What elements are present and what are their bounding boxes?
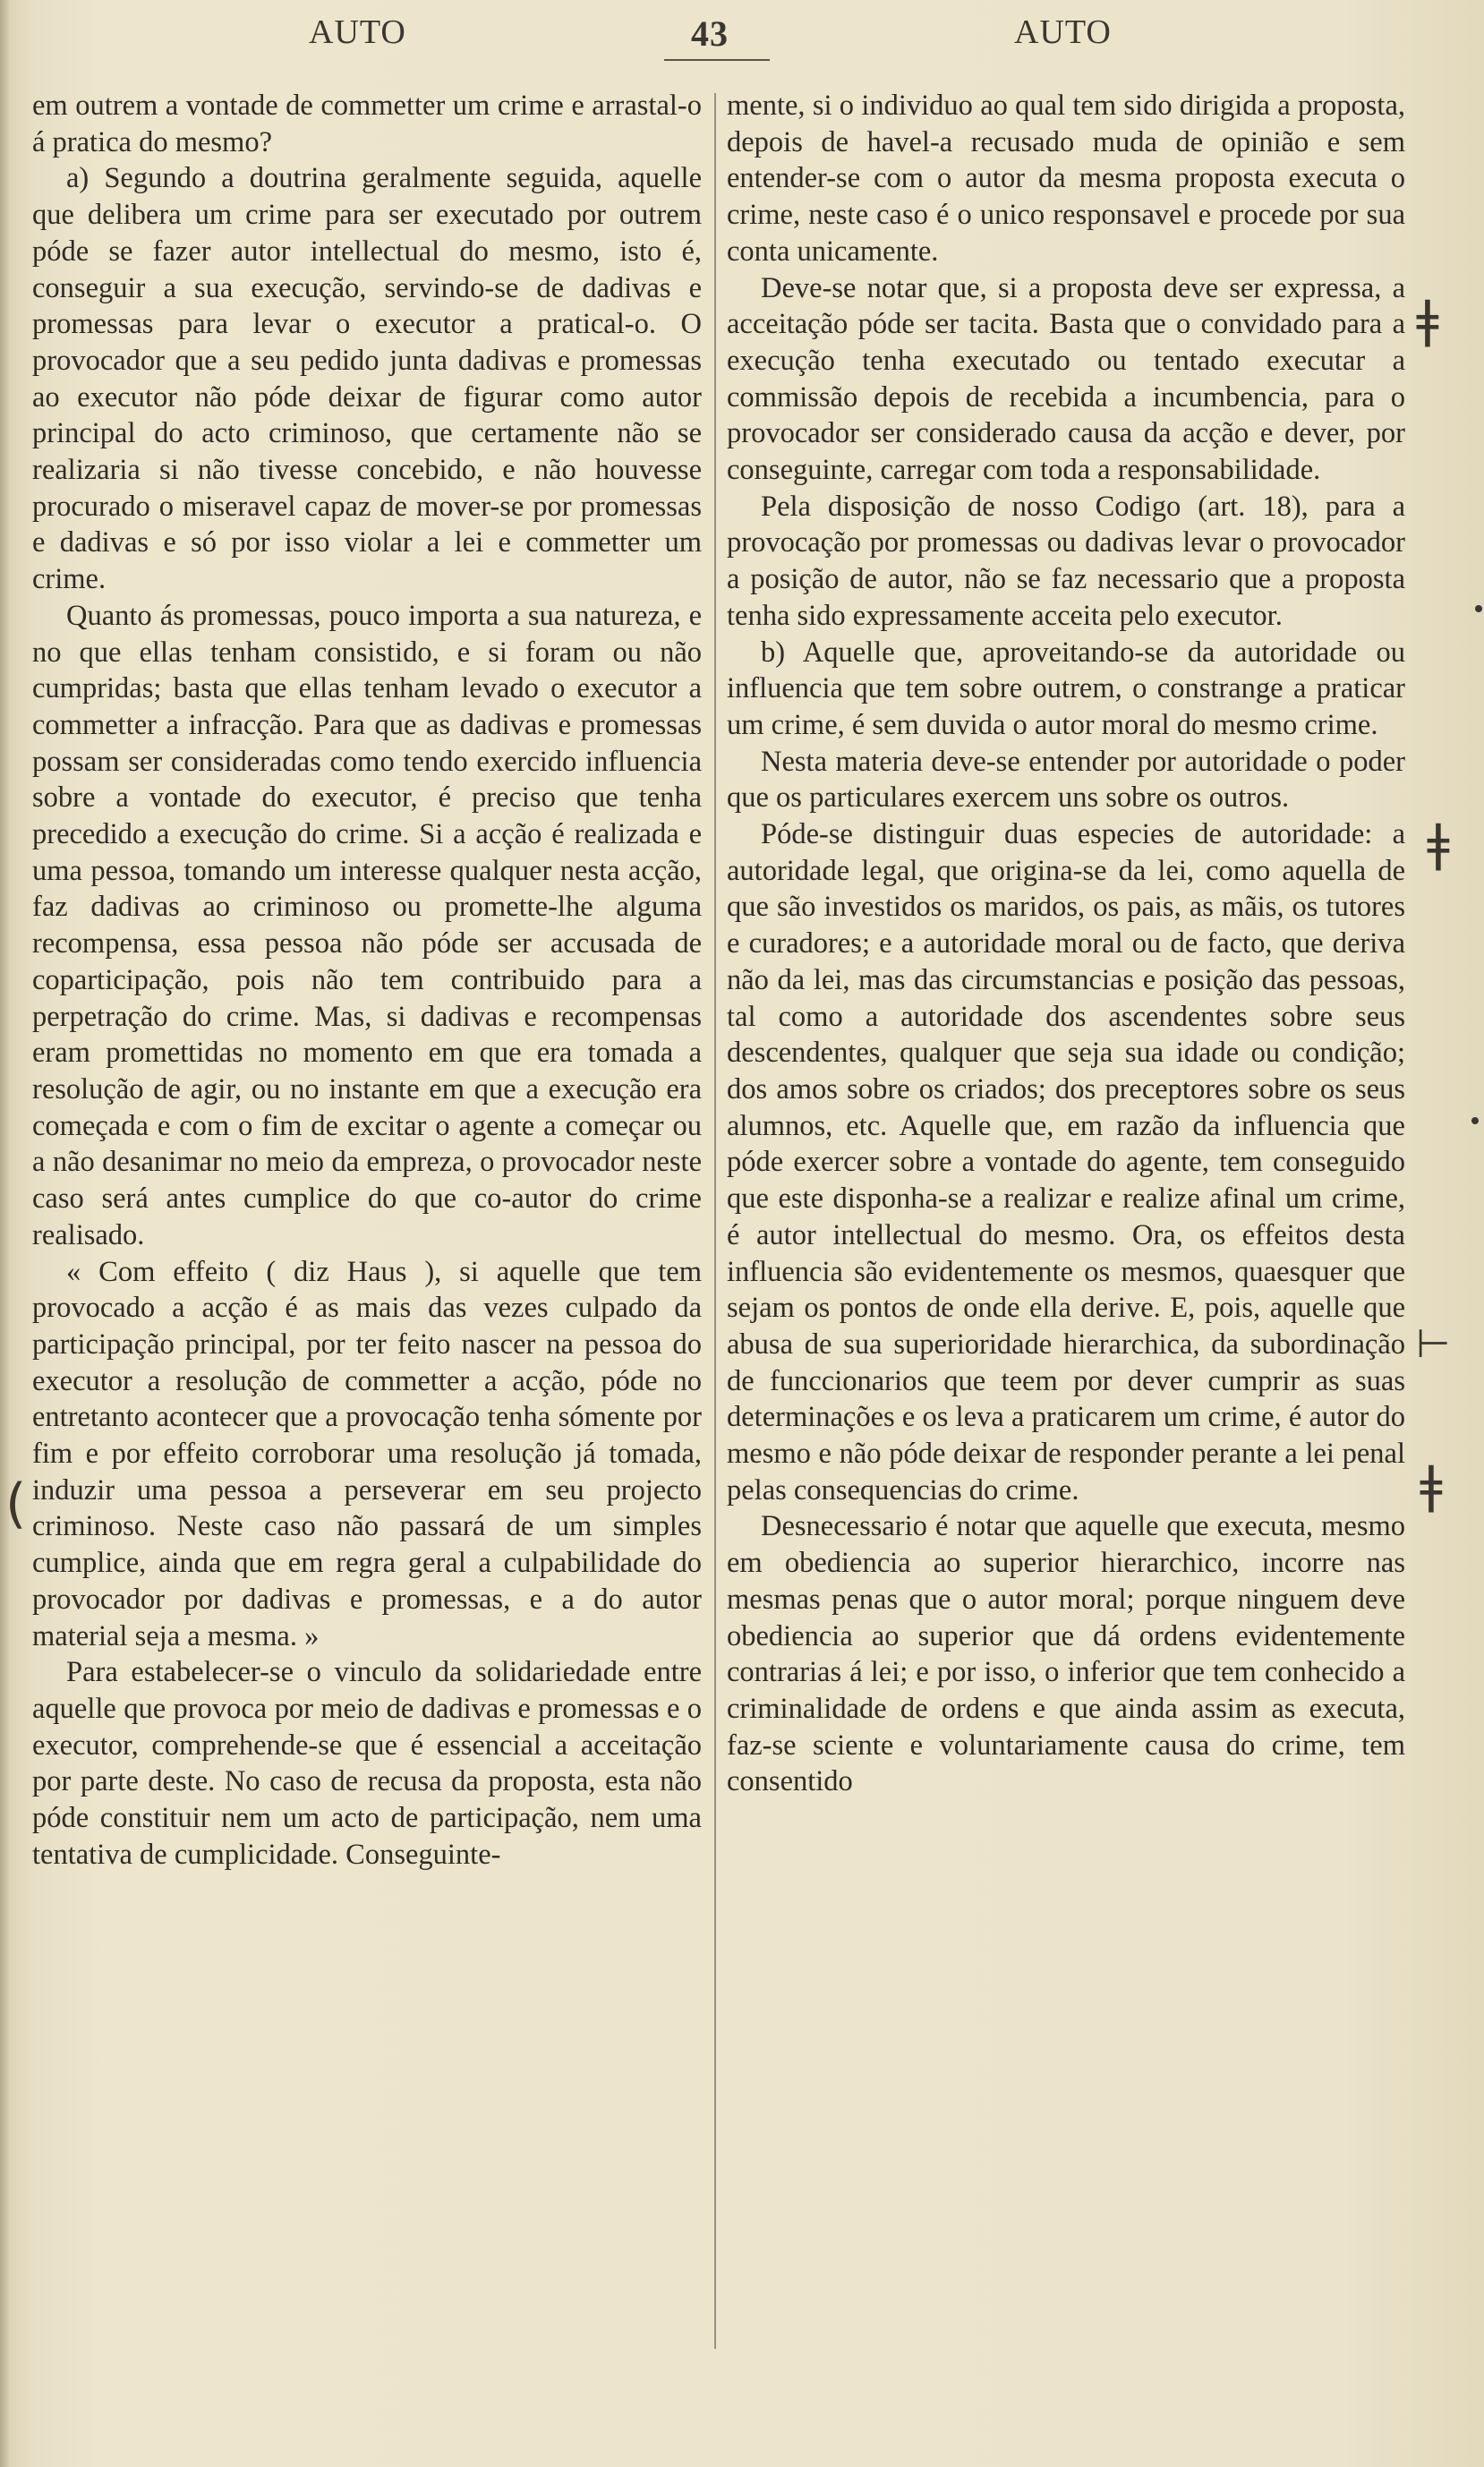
paragraph: Pela disposição de nosso Codigo (art. 18), para a provocação por promessas ou dadivas levar o provocador a posição de autor, não se faz necessario que a proposta tenha sido expressamente acceita pelo executor. [727,490,1405,632]
margin-dot-icon [1475,605,1482,612]
margin-mark-icon: ǂ [1416,291,1439,349]
page-number-rule [664,59,770,61]
margin-mark-icon: ǂ [1427,815,1450,873]
paragraph: em outrem a vontade de commetter um crime e arrastal-o á pratica do mesmo? [32,90,702,158]
margin-mark-icon: ⊢ [1416,1321,1451,1367]
paragraph: Nesta materia deve-se entender por autoridade o poder que os particulares exercem uns sobre os outros. [727,745,1405,815]
margin-mark-icon: ǂ [1420,1456,1443,1515]
page-binding-edge [0,0,9,2467]
paragraph: Quanto ás promessas, pouco importa a sua natureza, e no que ellas tenham consistido, e si foram ou não cumpridas; basta que ellas tenham levado o executor a commetter a infracção. Para que as dadivas e promessas possam ser consideradas como tendo exercido influencia sobre a vontade do executor, é preciso que tenha precedido a execução do crime. Si a acção é realizada e uma pessoa, tomando um interesse qualquer nesta acção, faz dadivas ao criminoso ou promette-lhe alguma recompensa, essa pessoa não póde ser accusada de coparticipação, pois não tem contribuido para a perpetração do crime. Mas, si dadivas e recompensas eram promettidas no momento em que era tomada a resolução de agir, ou no instante em que a execução era começada e com o fim de excitar o agente a começar ou a não desanimar no meio da empreza, o provocador neste caso será antes cumplice do que co-autor do crime realisado. [32,599,702,1251]
left-column [32,88,702,1873]
paragraph: a) Segundo a doutrina geralmente seguida, aquelle que delibera um crime para ser executado por outrem póde se fazer autor intellectual do mesmo, isto é, conseguir a sua execução, servindo-se de dadivas e promessas para levar o executor a pratical-o. O provocador que a seu pedido junta dadivas e promessas ao executor não póde deixar de figurar como autor principal do acto criminoso, que certamente não se realizaria si não tivesse concebido, e não houvesse procurado o miseravel capaz de mover-se por promessas e dadivas e só por isso violar a lei e commetter um crime. [32,162,702,596]
paragraph: « Com effeito ( diz Haus ), si aquelle que tem provocado a acção é as mais das vezes culpado da participação principal, por ter feito nascer na pessoa do executor a resolução de commetter a acção, póde no entretanto acontecer que a provocação tenha sómente por fim e por effeito corroborar uma resolução já tomada, induzir uma pessoa a perseverar em seu projecto criminoso. Neste caso não passará de um simples cumplice, ainda que em regra geral a culpabilidade do provocador por dadivas e promessas, e a do autor material seja a mesma. » [32,1255,702,1652]
header-left-title: AUTO [309,13,406,51]
margin-mark-icon: ( [5,1473,27,1535]
margin-dot-icon [1471,1117,1479,1124]
paragraph: Para estabelecer-se o vinculo da solidariedade entre aquelle que provoca por meio de dadivas e promessas e o executor, comprehende-se que é essencial a acceitação por parte deste. No caso de recusa da proposta, esta não póde constituir nem um acto de participação, nem uma tentativa de cumplicidade. Conseguinte- [32,1656,702,1871]
paragraph: Póde-se distinguir duas especies de autoridade: a autoridade legal, que origina-se da lei, como aquella de que são investidos os maridos, os pais, as mãis, os tutores e curadores; e a autoridade moral ou de facto, que deriva não da lei, mas das circumstancias e posição das pessoas, tal como a autoridade dos ascendentes sobre seus descendentes, qualquer que seja sua idade ou condição; dos amos sobre os criados; dos preceptores sobre os seus alumnos, etc. Aquelle que, em razão da influencia que póde exercer sobre a vontade do agente, tem conseguido que este disponha-se a realizar e realize afinal um crime, é autor intellectual do mesmo. Ora, os effeitos desta influencia são evidentemente os mesmos, quaesquer que sejam os pontos de onde ella derive. E, pois, aquelle que abusa de sua superioridade hierarchica, da subordinação de funccionarios que teem por dever cumprir as suas determinações e os leva a praticarem um crime, é autor do mesmo e não póde deixar de responder perante a lei penal pelas consequencias do crime. [727,818,1405,1507]
paragraph: Deve-se notar que, si a proposta deve ser expressa, a acceitação póde ser tacita. Basta que o convidado para a execução tenha executado ou tentado executar a commissão depois de recebida a incumbencia, para o provocador ser considerado causa da acção e dever, por conseguinte, carregar com toda a responsabilidade. [727,271,1405,487]
header-right-title: AUTO [1014,13,1112,51]
page-number: 43 [691,13,729,54]
right-column [727,88,1405,1800]
running-header [0,5,1484,63]
paragraph: b) Aquelle que, aproveitando-se da autoridade ou influencia que tem sobre outrem, o constrange a praticar um crime, é sem duvida o autor moral do mesmo crime. [727,636,1405,741]
paragraph: Desnecessario é notar que aquelle que executa, mesmo em obediencia ao superior hierarchico, incorre nas mesmas penas que o autor moral; porque ninguem deve obediencia ao superior que dá ordens evidentemente contrarias á lei; e por isso, o inferior que tem conhecido a criminalidade de ordens e que ainda assim as executa, faz-se sciente e voluntariamente causa do crime, tem consentido [727,1510,1405,1798]
paragraph: mente, si o individuo ao qual tem sido dirigida a proposta, depois de havel-a recusado muda de opinião e sem entender-se com o autor da mesma proposta executa o crime, neste caso é o unico responsavel e procede por sua conta unicamente. [727,90,1405,268]
column-divider [714,93,716,2349]
